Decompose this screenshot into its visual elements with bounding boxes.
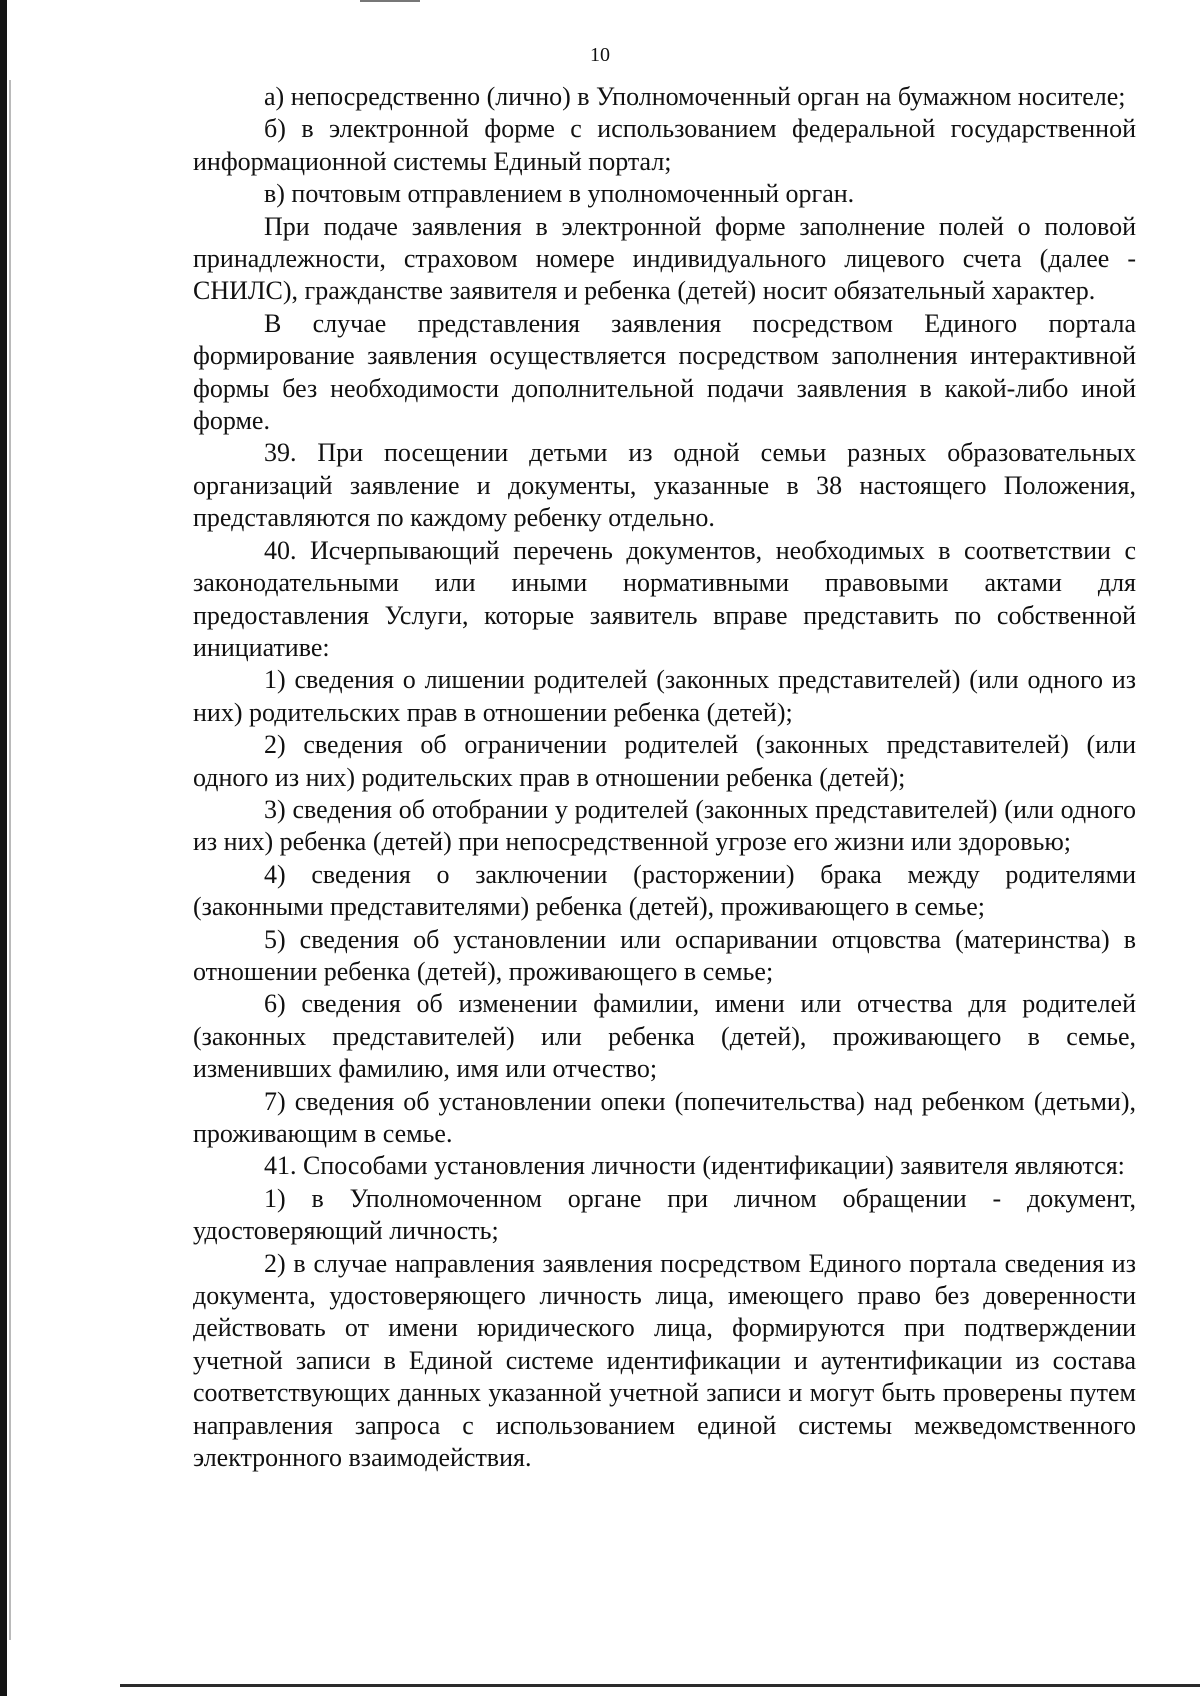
paragraph-clause-41-item-2: 2) в случае направления заявления посредством Единого портала сведения из документа, удостоверяющего личность лица, имеющего право без доверенности действовать от имени юридического лица, формируются при подтверждении учетной записи в Единой системе идентификации и аутентификации из состава соответствующих данных указанной учетной записи и могут быть проверены путем направления запроса с использованием единой системы межведомственного электронного взаимодействия. <box>193 1248 1136 1473</box>
paragraph-item-v: в) почтовым отправлением в уполномоченный орган. <box>264 179 855 209</box>
paragraph-clause-40-item-5: 5) сведения об установлении или оспаривании отцовства (материнства) в отношении ребенка (детей), проживающего в семье; <box>193 924 1136 986</box>
paragraph-clause-40-item-2: 2) сведения об ограничении родителей (законных представителей) (или одного из них) родительских прав в отношении ребенка (детей); <box>193 730 1136 792</box>
paragraph-clause-41: 41. Способами установления личности (идентификации) заявителя являются: <box>264 1151 1125 1181</box>
scan-mark-top <box>360 0 420 2</box>
paragraph-clause-40-item-1: 1) сведения о лишении родителей (законных представителей) (или одного из них) родительских прав в отношении ребенка (детей); <box>193 665 1136 727</box>
paragraph-clause-41-item-1: 1) в Уполномоченном органе при личном обращении - документ, удостоверяющий личность; <box>193 1183 1136 1246</box>
page-number: 10 <box>590 44 610 66</box>
paragraph-clause-40: 40. Исчерпывающий перечень документов, необходимых в соответствии с законодательными или иными нормативными правовыми актами для предоставления Услуги, которые заявитель вправе представить по собственной инициативе: <box>193 535 1136 662</box>
scan-edge-left <box>0 0 7 1696</box>
paragraph-clause-40-item-3: 3) сведения об отобрании у родителей (законных представителей) (или одного из них) ребенка (детей) при непосредственной угрозе его жизни или здоровью; <box>193 794 1136 857</box>
paragraph-clause-40-item-6: 6) сведения об изменении фамилии, имени или отчества для родителей (законных представителей) или ребенка (детей), проживающего в семье, изменивших фамилию, имя или отчество; <box>193 989 1136 1084</box>
paragraph-portal-form: В случае представления заявления посредством Единого портала формирование заявления осуществляется посредством заполнения интерактивной формы без необходимости дополнительной подачи заявления в какой-либо иной форме. <box>193 308 1136 436</box>
document-body <box>193 81 1136 1474</box>
paragraph-item-a: а) непосредственно (лично) в Уполномоченный орган на бумажном носителе; <box>264 82 1126 111</box>
paragraph-clause-40-item-4: 4) сведения о заключении (расторжении) брака между родителями (законными представителями) ребенка (детей), проживающего в семье; <box>193 859 1136 922</box>
scan-edge-bottom <box>120 1684 1200 1687</box>
scan-edge-shadow <box>9 80 11 1640</box>
paragraph-clause-39: 39. При посещении детьми из одной семьи разных образовательных организаций заявление и документы, указанные в 38 настоящего Положения, представляются по каждому ребенку отдельно. <box>193 438 1136 533</box>
paragraph-electronic-fields: При подаче заявления в электронной форме заполнение полей о половой принадлежности, страховом номере индивидуального лицевого счета (далее - СНИЛС), гражданстве заявителя и ребенка (детей) носит обязательный характер. <box>193 211 1136 306</box>
paragraph-item-b: б) в электронной форме с использованием федеральной государственной информационной системы Единый портал; <box>193 114 1136 176</box>
paragraph-clause-40-item-7: 7) сведения об установлении опеки (попечительства) над ребенком (детьми), проживающим в семье. <box>193 1086 1136 1148</box>
